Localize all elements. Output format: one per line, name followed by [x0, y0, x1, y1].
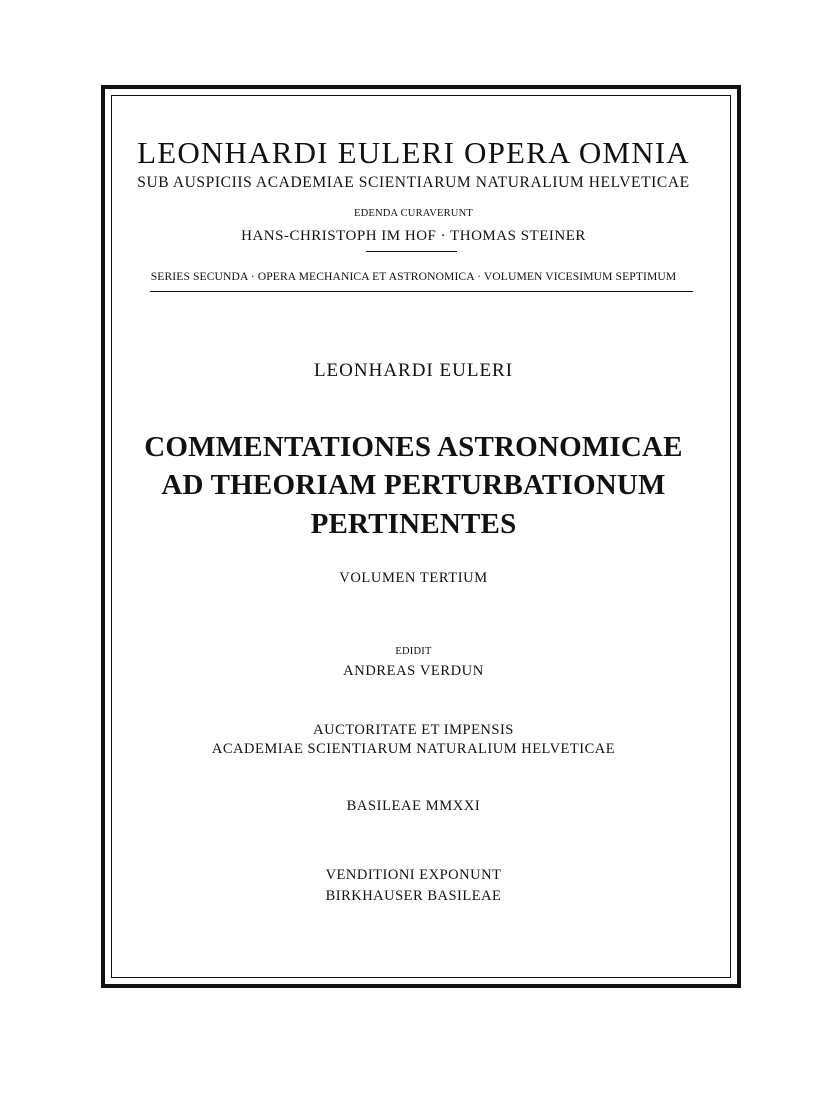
general-editors: HANS-CHRISTOPH IM HOF · THOMAS STEINER	[241, 228, 586, 244]
authority-line: AUCTORITATE ET IMPENSIS	[313, 722, 514, 738]
short-divider-rule	[366, 251, 457, 252]
edenda-curaverunt-label: EDENDA CURAVERUNT	[353, 208, 473, 219]
authority-line: ACADEMIAE SCIENTIARUM NATURALIUM HELVETICAE	[211, 741, 616, 757]
volume-editor: ANDREAS VERDUN	[343, 663, 484, 679]
edidit-label: EDIDIT	[395, 646, 432, 657]
volume-label: VOLUMEN TERTIUM	[339, 570, 488, 586]
work-title-line: COMMENTATIONES ASTRONOMICAE	[144, 431, 683, 463]
author-name: LEONHARDI EULERI	[313, 360, 514, 381]
publisher-line: BIRKHAUSER BASILEAE	[325, 888, 502, 904]
auspices-line: SUB AUSPICIIS ACADEMIAE SCIENTIARUM NATURALIUM HELVETICAE	[137, 174, 690, 191]
publisher-line: VENDITIONI EXPONUNT	[325, 867, 502, 883]
series-divider-rule	[150, 291, 693, 292]
work-title-line: PERTINENTES	[310, 508, 517, 540]
work-title-line: AD THEORIAM PERTURBATIONUM	[161, 469, 666, 501]
place-and-year: BASILEAE MMXXI	[346, 798, 481, 814]
opera-omnia-title: LEONHARDI EULERI OPERA OMNIA	[137, 135, 690, 170]
series-line: SERIES SECUNDA · OPERA MECHANICA ET ASTRONOMICA · VOLUMEN VICESIMUM SEPTIMUM	[150, 270, 677, 283]
